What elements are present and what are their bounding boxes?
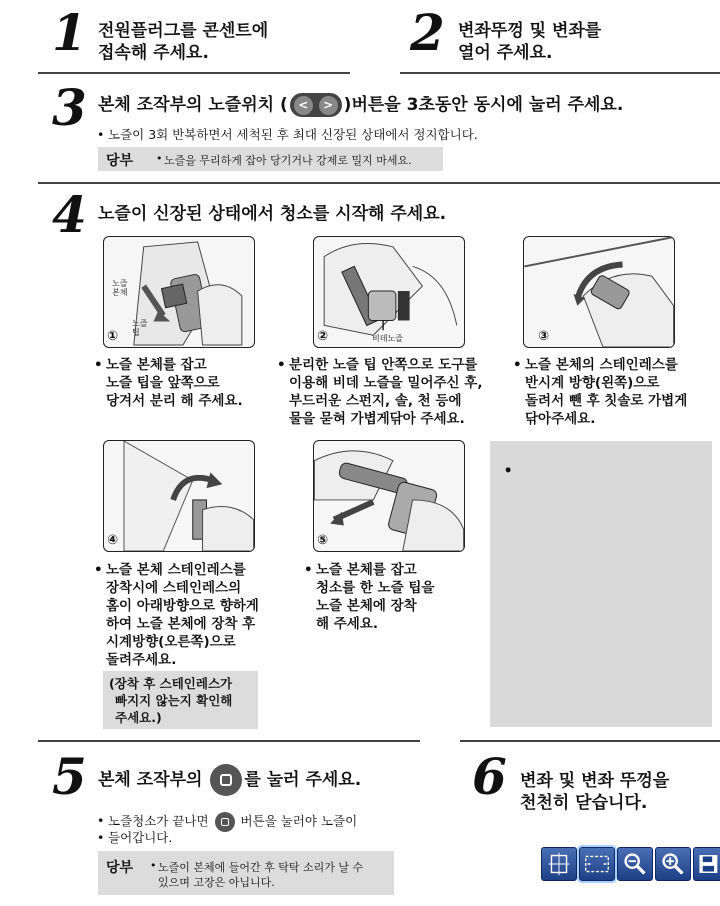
caution-line2: 있으며 고장은 아닙니다. <box>158 876 275 889</box>
check-note-line: 빠지지 않는지 확인해 <box>115 693 233 708</box>
zoom-in-button[interactable] <box>655 847 691 881</box>
step-5-bullet-line2: • 들어갑니다. <box>108 829 172 846</box>
step-5-number: 5 <box>52 747 87 806</box>
caption-line: 하여 노즐 본체에 장착 후 <box>106 616 256 632</box>
caption-line: 닦아주세요. <box>525 411 596 427</box>
check-note-line: (장착 후 스테인레스가 <box>109 676 233 691</box>
step-5-caution-box <box>98 851 394 895</box>
illustration-4 <box>103 440 255 552</box>
caption-line: • 노즐 본체를 잡고 <box>316 562 417 578</box>
caption-line: 돌려주세요. <box>106 652 177 668</box>
step-1-title <box>98 20 268 64</box>
caption-line: 장착시에 스테인레스의 <box>106 580 242 596</box>
label-nozzle-body <box>112 279 127 297</box>
zoom-out-icon <box>618 848 652 880</box>
divider <box>38 182 720 184</box>
stop-button-icon <box>215 812 235 832</box>
fit-width-icon <box>580 848 614 880</box>
step-3-title-before: 본체 조작부의 노즐위치 ( <box>98 95 288 115</box>
caption-line: • 분리한 노즐 팁 안쪽으로 도구를 <box>289 357 478 373</box>
step-6-line1: 변좌 및 변좌 뚜껑을 <box>520 771 670 791</box>
fit-page-icon <box>542 848 576 880</box>
figure-3-caption <box>525 356 687 428</box>
divider <box>400 72 720 74</box>
divider <box>38 740 420 742</box>
step-4-title: 노즐이 신장된 상태에서 청소를 시작해 주세요. <box>98 204 447 224</box>
caption-line: 돌려서 뺀 후 칫솔로 가볍게 <box>525 393 688 409</box>
step-3-number: 3 <box>52 78 87 137</box>
label-nozzle-tip <box>132 319 147 337</box>
caption-line: 청소를 한 노즐 팁을 <box>316 580 435 596</box>
caption-line: 해 주세요. <box>316 616 378 632</box>
fit-width-button[interactable] <box>579 847 615 881</box>
figure-badge: ⑤ <box>317 533 329 548</box>
step-6-line2: 천천히 닫습니다. <box>520 793 648 813</box>
figure-badge: ① <box>107 329 119 344</box>
nozzle-retract-button-icon <box>210 764 242 796</box>
divider <box>460 740 720 742</box>
figure-4-caption <box>106 561 259 669</box>
caution-bullet-icon: • <box>156 152 163 165</box>
caption-line: 부드러운 스펀지, 솔, 천 등에 <box>289 393 462 409</box>
save-button[interactable] <box>693 847 720 881</box>
step-5-title <box>98 764 361 796</box>
caption-line: • 노즐 본체 스테인레스를 <box>106 562 246 578</box>
caution-label: 당부 <box>106 153 134 169</box>
step-2-number: 2 <box>410 3 445 62</box>
figure-badge: ④ <box>107 533 119 548</box>
step-6-title <box>520 770 669 814</box>
illustration-3 <box>523 236 675 348</box>
nozzle-position-buttons <box>290 93 342 117</box>
step-6-number: 6 <box>472 747 507 806</box>
step-3-bullet: • 노즐이 3회 반복하면서 세척된 후 최대 신장된 상태에서 정지합니다. <box>108 126 478 143</box>
step-2-title <box>458 20 601 64</box>
step-5-bullet-before: 노즐청소가 끝나면 <box>108 813 209 829</box>
step-5-title-before: 본체 조작부의 <box>98 770 203 790</box>
caption-line: 노즐 팁을 앞쪽으로 <box>106 375 220 391</box>
label-bidet-nozzle: 비데노즐 <box>372 334 403 343</box>
zoom-in-icon <box>656 848 690 880</box>
caption-line: 반시계 방향(왼쪽)으로 <box>525 375 660 391</box>
step-4-number: 4 <box>52 185 87 244</box>
zoom-out-button[interactable] <box>617 847 653 881</box>
check-note-line: 주세요.) <box>115 710 162 725</box>
caption-line: 시계방향(오른쪽)으로 <box>106 634 236 650</box>
step-5-title-after: 를 눌러 주세요. <box>244 770 362 790</box>
caution-label: 당부 <box>106 860 134 876</box>
step-3-caution-box <box>98 147 443 171</box>
step-1-line1: 전원플러그를 콘센트에 <box>98 21 269 41</box>
label-nozzle-body-line1: 노즐 <box>112 279 128 288</box>
caption-line: 홈이 아래방향으로 향하게 <box>106 598 259 614</box>
label-nozzle-tip-line2: 팁 <box>132 328 140 337</box>
figure-5-caption <box>316 561 434 633</box>
caution-bullet-icon: • <box>150 859 157 872</box>
caution-text: 노즐을 무리하게 잡아 당기거나 강제로 밀지 마세요. <box>164 154 412 167</box>
caption-line: • 노즐 본체의 스테인레스를 <box>525 357 678 373</box>
caption-line: 물을 묻혀 가볍게닦아 주세요. <box>289 411 465 427</box>
label-nozzle-tip-line1: 노즐 <box>132 319 148 328</box>
illustration-5 <box>313 440 465 552</box>
caption-line: • 노즐 본체를 잡고 <box>106 357 207 373</box>
caution-line1: 노즐이 본체에 들어간 후 탁탁 소리가 날 수 <box>158 861 364 874</box>
check-note-box <box>103 671 258 729</box>
illustration-2 <box>313 236 465 348</box>
step-5-bullet-after: 버튼을 눌러야 노즐이 <box>240 813 358 829</box>
caption-line: 노즐 본체에 장착 <box>316 598 417 614</box>
figure-2-caption <box>289 356 482 428</box>
illustration-1 <box>103 236 255 348</box>
step-3-title-after: )버튼을 3초동안 동시에 눌러 주세요. <box>343 95 624 115</box>
step-2-line1: 변좌뚜껑 및 변좌를 <box>458 21 602 41</box>
left-arrow-icon: < <box>294 96 313 115</box>
save-icon <box>694 848 720 880</box>
caption-line: 이용해 비데 노즐을 밀어주신 후, <box>289 375 483 391</box>
figure-badge: ② <box>317 329 329 344</box>
right-arrow-icon: > <box>319 96 338 115</box>
step-1-line2: 접속해 주세요. <box>98 43 209 63</box>
step-1-number: 1 <box>52 3 87 62</box>
fit-page-button[interactable] <box>541 847 577 881</box>
step-3-title <box>98 93 623 117</box>
step-2-line2: 열어 주세요. <box>458 43 553 63</box>
caption-line: 당겨서 분리 해 주세요. <box>106 393 243 409</box>
label-nozzle-body-line2: 본체 <box>112 288 128 297</box>
figure-1-caption <box>106 356 243 410</box>
figure-badge: ③ <box>538 329 550 344</box>
notice-box <box>490 441 712 727</box>
divider <box>38 72 350 74</box>
